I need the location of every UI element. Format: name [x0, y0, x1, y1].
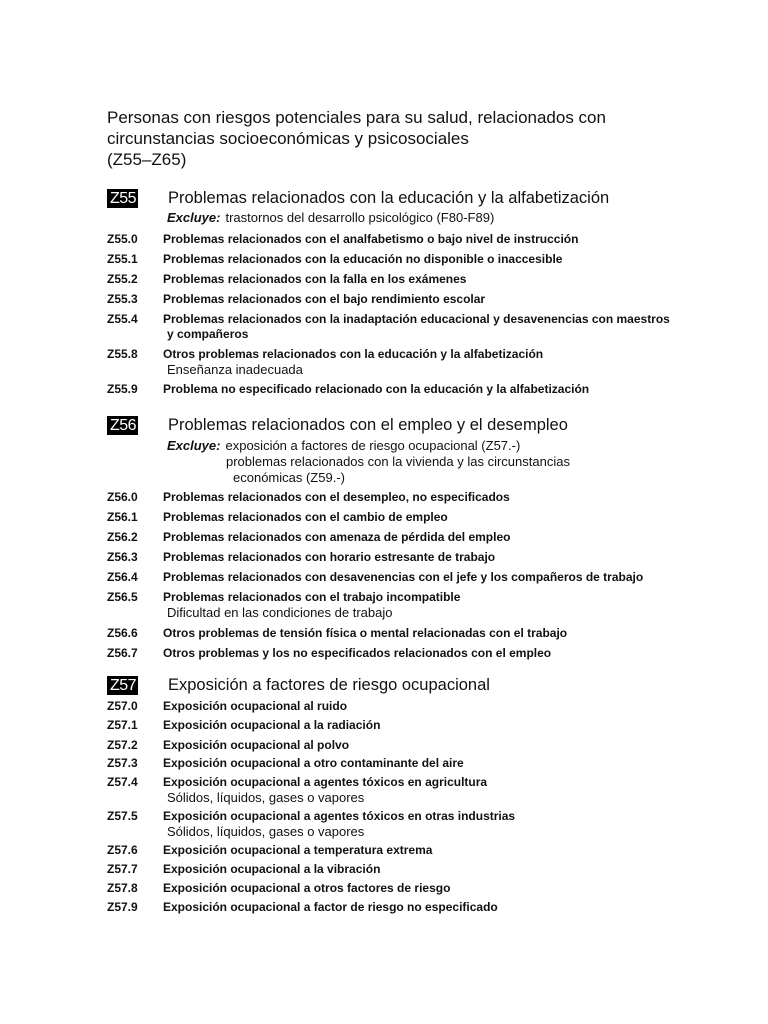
item-inclusion-note: Sólidos, líquidos, gases o vapores [167, 824, 365, 839]
item-text: Problemas relacionados con horario estresante de trabajo [163, 550, 496, 564]
exclusion-text: trastornos del desarrollo psicológico (F80-F89) [225, 210, 495, 225]
item-text: Problemas relacionados con amenaza de pérdida del empleo [163, 530, 511, 544]
item-text: Exposición ocupacional a agentes tóxicos en otras industrias [163, 809, 516, 823]
exclusion-label: Excluye: [167, 438, 221, 453]
item-code: Z57.8 [107, 881, 138, 895]
item-inclusion-note: Enseñanza inadecuada [167, 362, 303, 377]
item-text: Otros problemas de tensión física o mental relacionadas con el trabajo [163, 626, 568, 640]
exclusion-text: exposición a factores de riesgo ocupacional (Z57.-) [225, 438, 521, 453]
item-text: Exposición ocupacional a otro contaminante del aire [163, 756, 464, 770]
item-code: Z55.2 [107, 272, 138, 286]
item-code: Z56.2 [107, 530, 138, 544]
item-text: Problemas relacionados con el bajo rendimiento escolar [163, 292, 486, 306]
item-text: Exposición ocupacional al ruido [163, 699, 348, 713]
page-title [107, 107, 707, 170]
item-code: Z56.0 [107, 490, 138, 504]
section-code-badge: Z55 [107, 189, 138, 208]
item-text: Exposición ocupacional a agentes tóxicos en agricultura [163, 775, 488, 789]
item-code: Z57.3 [107, 756, 138, 770]
item-code: Z55.3 [107, 292, 138, 306]
item-text: Problemas relacionados con desavenencias con el jefe y los compañeros de trabajo [163, 570, 644, 584]
item-code: Z57.4 [107, 775, 138, 789]
item-code: Z56.6 [107, 626, 138, 640]
section-title: Problemas relacionados con el empleo y el desempleo [168, 416, 568, 434]
exclusion-note [167, 438, 647, 486]
exclusion-note [167, 210, 494, 225]
item-code: Z55.8 [107, 347, 138, 361]
item-text: Exposición ocupacional a factor de riesgo no especificado [163, 900, 498, 914]
exclusion-text-2: problemas relacionados con la vivienda y las circunstancias [226, 454, 570, 469]
section-title: Problemas relacionados con la educación y la alfabetización [168, 189, 610, 207]
item-text: Otros problemas relacionados con la educación y la alfabetización [163, 347, 544, 361]
item-inclusion-note: Dificultad en las condiciones de trabajo [167, 605, 393, 620]
item-code: Z56.3 [107, 550, 138, 564]
title-line-1: Personas con riesgos potenciales para su salud, relacionados con [107, 108, 606, 127]
item-text: Problemas relacionados con el trabajo incompatible [163, 590, 461, 604]
item-text: Exposición ocupacional a la vibración [163, 862, 381, 876]
exclusion-text-3: económicas (Z59.-) [233, 470, 345, 485]
section-title: Exposición a factores de riesgo ocupacional [168, 676, 490, 694]
item-text: Problemas relacionados con la inadaptación educacional y desavenencias con maestros [163, 312, 670, 326]
section-code-badge: Z56 [107, 416, 138, 435]
item-code: Z57.7 [107, 862, 138, 876]
item-text: Exposición ocupacional a temperatura extrema [163, 843, 433, 857]
item-text: Problemas relacionados con el cambio de empleo [163, 510, 448, 524]
title-line-2: circunstancias socioeconómicas y psicosociales [107, 129, 469, 148]
item-text: Problemas relacionados con la falla en los exámenes [163, 272, 467, 286]
item-inclusion-note: Sólidos, líquidos, gases o vapores [167, 790, 365, 805]
exclusion-label: Excluye: [167, 210, 221, 225]
item-code: Z55.1 [107, 252, 138, 266]
item-text: Exposición ocupacional al polvo [163, 738, 350, 752]
item-text-continued: y compañeros [167, 327, 249, 341]
item-text: Otros problemas y los no especificados relacionados con el empleo [163, 646, 552, 660]
item-code: Z57.6 [107, 843, 138, 857]
item-code: Z55.0 [107, 232, 138, 246]
item-code: Z56.1 [107, 510, 138, 524]
item-code: Z56.7 [107, 646, 138, 660]
item-code: Z57.5 [107, 809, 138, 823]
item-code: Z57.2 [107, 738, 138, 752]
item-text: Problemas relacionados con la educación no disponible o inaccesible [163, 252, 563, 266]
item-text: Problemas relacionados con el analfabetismo o bajo nivel de instrucción [163, 232, 579, 246]
item-code: Z55.4 [107, 312, 138, 326]
item-code: Z57.1 [107, 718, 138, 732]
item-text: Problema no especificado relacionado con la educación y la alfabetización [163, 382, 590, 396]
item-code: Z55.9 [107, 382, 138, 396]
title-line-3: (Z55–Z65) [107, 150, 187, 169]
item-text: Problemas relacionados con el desempleo, no especificados [163, 490, 510, 504]
item-code: Z57.9 [107, 900, 138, 914]
item-text: Exposición ocupacional a otros factores de riesgo [163, 881, 451, 895]
item-text: Exposición ocupacional a la radiación [163, 718, 381, 732]
section-code-badge: Z57 [107, 676, 138, 695]
item-code: Z56.4 [107, 570, 138, 584]
item-code: Z57.0 [107, 699, 138, 713]
item-code: Z56.5 [107, 590, 138, 604]
